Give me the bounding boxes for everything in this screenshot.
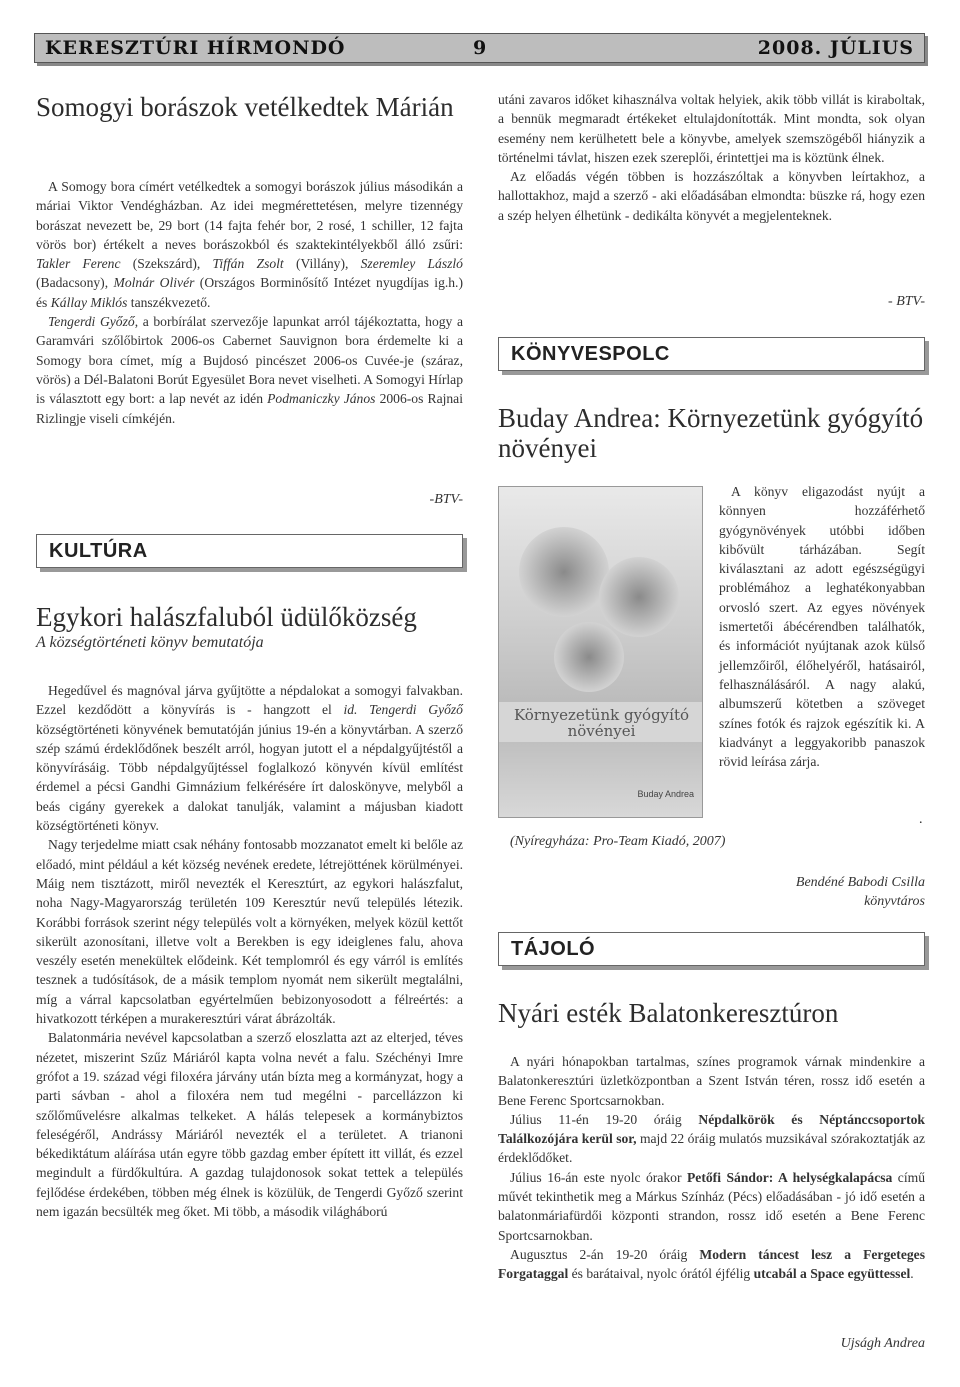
article-events-paragraph: Augusztus 2-án 19-20 óráig Modern táncest lesz a Fergeteges Forgataggal és barátaival, nyolc órától éjfélig utcabál a Space együttessel. [498, 1246, 925, 1282]
article-events-paragraph: A nyári hónapokban tartalmas, színes programok várnak mindenkire a Balatonkeresztúri üzletközpontban a Szent István téren, rossz idő esetén a Bene Ferenc Sportcsarnokban. [498, 1054, 925, 1108]
issue-date: 2008. JÚLIUS [757, 37, 914, 59]
article-events-title: Nyári esték Balatonkeresztúron [498, 998, 839, 1028]
article-events-paragraph: Július 11-én 19-20 óráig Népdalkörök és Néptánccsoportok Találkozójára kerül sor, majd 22 óráig mulatós muzsikával szórakoztatják az érdeklődőket. [498, 1111, 925, 1166]
article-village-paragraph: utáni zavaros időket kihasználva voltak helyiek, akik több villát is kiraboltak, a bennük megmaradt értékeket eltulajdonították. Mint mondta, sok olyan esemény nem kerülhetett bele a könyvbe, amelyek szemszögéből hiányzik a történelmi távlat, hiszen ezek szereplői, érintettjei ma is köztünk élnek. [498, 92, 925, 165]
article-book-title: Buday Andrea: Környezetünk gyógyító növényei [498, 403, 924, 463]
article-wine-body [36, 177, 463, 428]
section-konyvespolc-label: KÖNYVESPOLC [511, 343, 670, 365]
section-konyvespolc [498, 337, 925, 371]
article-village-title: Egykori halászfaluból üdülőközség [36, 602, 417, 632]
article-village-body [36, 681, 463, 1221]
signature-name: Bendéné Babodi Csilla [795, 875, 925, 890]
book-cover-title: Környezetünk gyógyító növényei [513, 706, 690, 740]
book-cover-image [498, 486, 703, 818]
article-village-subtitle: A községtörténeti könyv bemutatója [36, 634, 264, 651]
newspaper-name: KERESZTÚRI HÍRMONDÓ [45, 37, 346, 59]
page-number: 9 [473, 37, 488, 59]
article-events-paragraph: Július 16-án este nyolc órakor Petőfi Sándor: A helységkalapácsa című művét tekinthetik meg a Márkus Színház (Pécs) előadásában - jó idő esetén a balatonmáriafürdői központi strandon, rossz idő esetén a Bene Ferenc Sportcsarnokban. [498, 1169, 925, 1243]
article-book-signature [700, 873, 925, 911]
article-wine-signature: -BTV- [429, 492, 463, 507]
article-wine-paragraph: Tengerdi Győző, a borbírálat szervezője lapunkat arról tájékoztatta, hogy a Garamvári szőlőbirtok 2006-os Cabernet Sauvignon bora érdemelte ki a Somogy bora címet, míg a Bujdosó pincészet 2006-os Cuvée-je (száraz, vörös) a Dél-Balatoni Borút Egyesület Bora nevet viselheti. A Somogyi Hírlap is választott egy bort: a lap nevét az idén Podmaniczky János 2006-os Rajnai Rizlingje viseli címkéjén. [36, 314, 463, 426]
article-book-dot: . [919, 812, 923, 827]
article-village-signature: - BTV- [888, 294, 925, 309]
section-tajolo [498, 932, 925, 966]
flower-image [554, 622, 624, 692]
article-village-paragraph: Nagy terjedelme miatt csak néhány fontosabb mozzanatot emelt ki belőle az előadó, mint például a két község nevének eredete, létrejöttének körülményei. Máig nem tisztázott, miről nevezték el Keresztúrt, az egykori halászfalut, noha Nagy-Magyarország területén 109 Keresztúr nevű település létezik. Korábbi források szerint négy település volt a környéken, melyek közül kettőt sikerült azonosítani, illetve volt a Berekben is egy ideiglenes falu, ahova veszély esetén menekültek elődeink. Két templomról és egy várról is említés tesznek a tudósítások, de a másik templom nyomát nem sikerült megtalálni, míg a várral kapcsolatban egyértelműen bebizonyosodott a félreértés: a hivatkozott térképen a murakeresztúri várat ábrázolták. [36, 837, 463, 1027]
article-book-body [719, 482, 925, 771]
section-tajolo-label: TÁJOLÓ [511, 938, 596, 960]
section-kultura-label: KULTÚRA [49, 540, 148, 562]
article-village-paragraph: Hegedűvel és magnóval járva gyűjtötte a népdalokat a somogyi falvakban. Ezzel kezdődött a könyvírás is - hangzott el id. Tengerdi Győző községtörténeti könyvének bemutatóján június 19-én a könyvtárban. A szerző szép számú érdeklődőnek beszélt arról, hogyan jutott el a népdalgyűjtéstől a könyvírásáig. Több népdalgyűjtéssel foglalkozó könyvén kívül említést érdemel a pécsi Gandhi Gimnázium felkérésére írt daloskönyve, melyből a beás cigány gyerekek a dalokat tanulják, valamint a májusban kiadott községtörténeti könyv. [36, 683, 463, 834]
article-wine-paragraph: A Somogy bora címért vetélkedtek a somogyi borászok július másodikán a máriai Viktor Vendégházban. Az idei megmérettetésen, melyre tizennégy borászat nevezett be, 29 bort (14 fajta fehér bor, 2 rosé, 1 schiller, 12 fajta vörös bor) értékelt a neves borászokból és szaktekintélyekből álló zsűri: Takler Ferenc (Szekszárd), Tiffán Zsolt (Villány), Szeremley László (Badacsony), Molnár Olivér (Országos Borminősítő Intézet nyugdíjas ig.h.) és Kállay Miklós tanszékvezető. [36, 179, 463, 310]
page-header [34, 33, 925, 63]
article-village-paragraph: Balatonmária nevével kapcsolatban a szerző eloszlatta azt az elterjed, téves nézetet, miszerint Szűz Máriáról kapta volna nevét a falu. Széchényi Imre grófot a 19. század végi filoxéra járvány után bízta meg a kormányzat, hogy a parti sávban - ahol a filoxéra nem tud megélni - parcellázzon ki szőlőművelésre alkalmas telkeket. A hálás telepesek a kormánybiztos feleségéről, Andrássy Máriáról nevezték el a területet. A trianoni békediktátum aláírása után egyre több gazdag ember épített itt villát, és ezzel megindult a fürdőkultúra. A gazdag tulajdonosok sokat tettek a település fejlődése érdekében, többen még élnek is közülük, de Tengerdi Győző szerint nem igazán becsülték meg őket. Mi több, a második világháború [36, 1030, 463, 1220]
flower-image [519, 527, 609, 617]
article-wine-title: Somogyi borászok vetélkedtek Márián [36, 92, 454, 122]
article-book-paragraph: A könyv eligazodást nyújt a könnyen hozzáférhető gyógynövények utóbbi időben kibővült tárházában. Segít kiválasztani az adott egészségügyi problémához a leghatékonyabban orvosló szert. Az egyes növények ismertetői ábécérendben találhatók, és információt nyújtanak azok külső jellemzőiről, élőhelyéről, hatásairól, felhasználásáról. A nagy alakú, albumszerű kötetben a szöveget színes fotók és rajzok egészítik ki. A kiadványt a leggyakoribb panaszok rövid leírása zárja. [719, 484, 925, 770]
article-village-paragraph: Az előadás végén többen is hozzászóltak a könyvben leírtakhoz, a hallottakhoz, majd a szerző - aki előadásában elmondta: büszke rá, hogy ezen a szép helyen élhetünk - dedikálta könyvét a megjelenteknek. [498, 169, 925, 223]
signature-role: könyvtáros [864, 894, 925, 909]
flower-image [599, 557, 679, 637]
section-kultura [36, 534, 463, 568]
book-cover-author: Buday Andrea [637, 789, 694, 799]
article-events-signature: Ujságh Andrea [840, 1336, 925, 1351]
article-village-continued [498, 90, 925, 225]
article-book-publisher: (Nyíregyháza: Pro-Team Kiadó, 2007) [510, 834, 726, 849]
article-events-body [498, 1052, 925, 1284]
